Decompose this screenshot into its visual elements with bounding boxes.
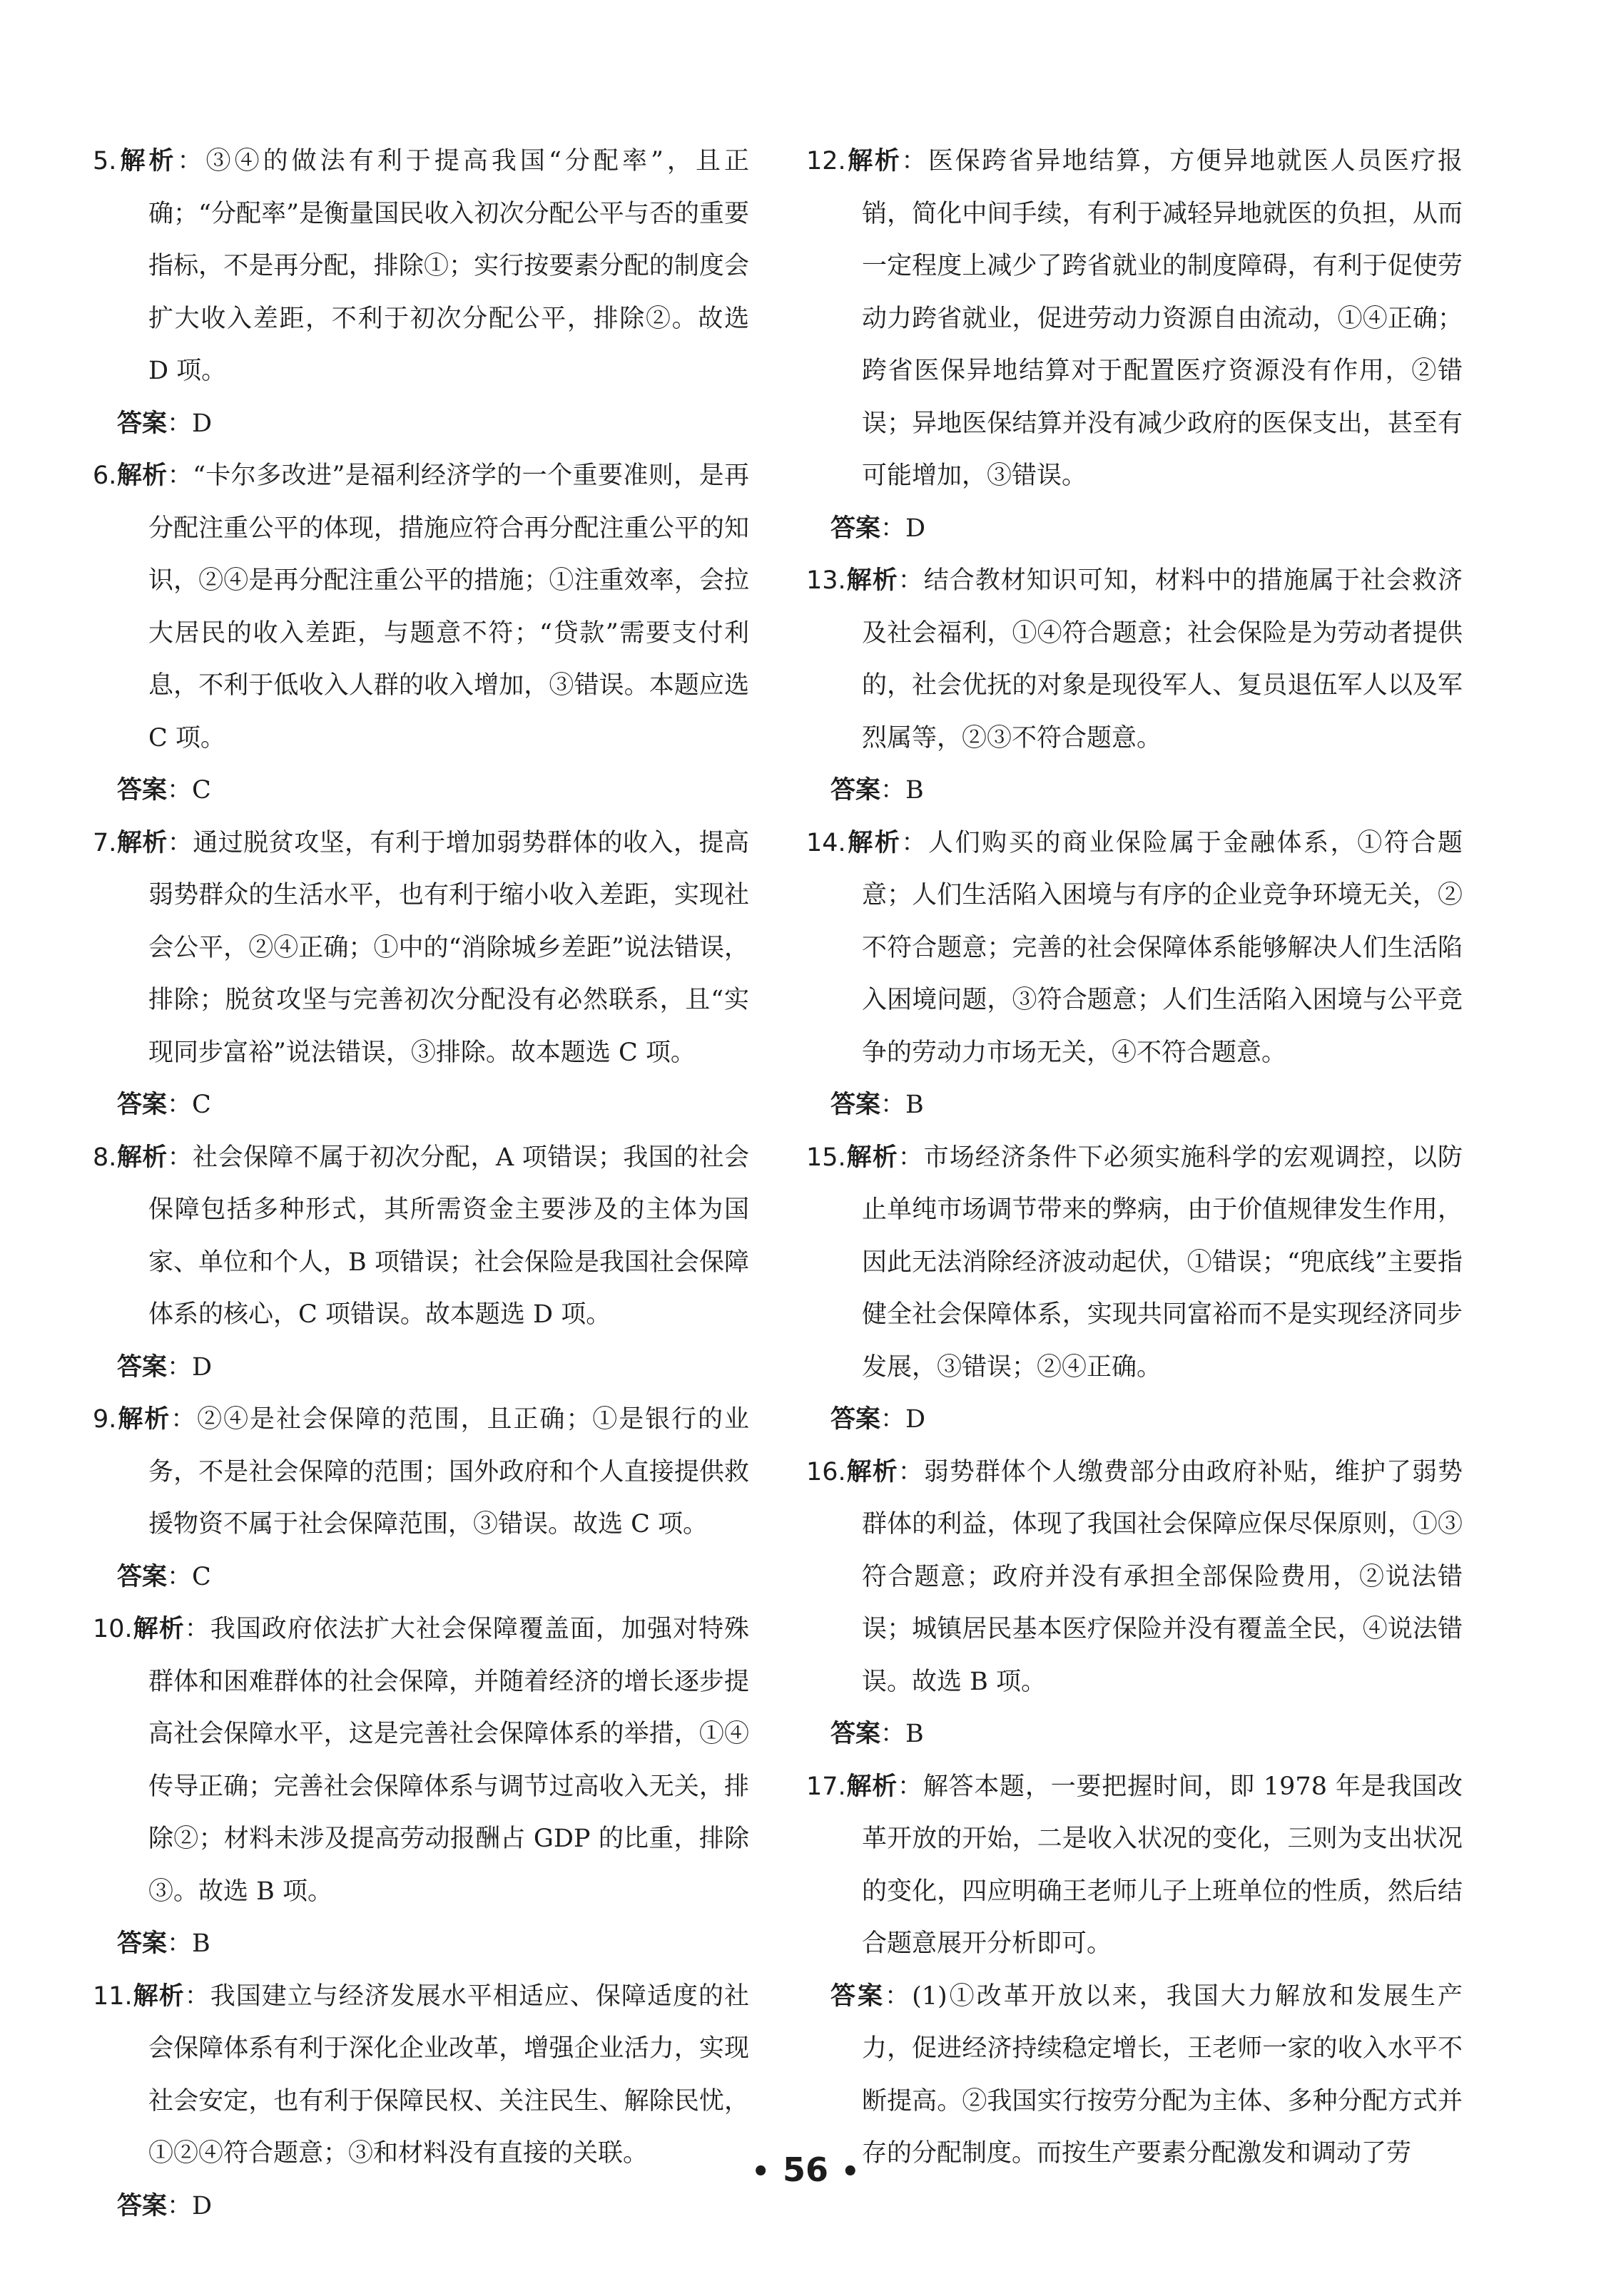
- explanation-label: 解析: [845, 147, 902, 175]
- answer-block-15: [806, 1132, 1463, 1447]
- question-number: 16.: [806, 1457, 846, 1486]
- explanation-label: 解析: [132, 1615, 185, 1643]
- answer-value: ：B: [880, 1720, 924, 1748]
- explanation-label: 解析: [132, 1981, 185, 2011]
- answer-block-9: [93, 1394, 749, 1603]
- answer-12: [806, 503, 1463, 556]
- explanation-text: ：医保跨省异地结算，方便异地就医人员医疗报销，简化中间手续，有利于减轻异地就医的负担，从而一定程度上减少了跨省就业的制度障碍，有利于促使劳动力跨省就业，促进劳动力资源自由流动，①④正确；跨省医保异地结算对于配置医疗资源没有作用，②错误；异地医保结算并没有减少政府的医保支出，甚至有可能增加，③错误。: [862, 147, 1463, 490]
- answer-value: ：D: [880, 1405, 926, 1434]
- page-number-value: 56: [782, 2150, 828, 2189]
- answer-15: [806, 1394, 1463, 1447]
- answer-block-8: [93, 1132, 749, 1394]
- answer-block-10: [93, 1603, 749, 1971]
- answer-label: 答案: [117, 1929, 168, 1958]
- answer-label: 答案: [830, 1091, 881, 1119]
- explanation-label: 解析: [845, 1457, 898, 1486]
- explanation-text: ：通过脱贫攻坚，有利于增加弱势群体的收入，提高弱势群众的生活水平，也有利于缩小收入差距，实现社会公平，②④正确；①中的“消除城乡差距”说法错误，排除；脱贫攻坚与完善初次分配没有必然联系，且“实现同步富裕”说法错误，③排除。故本题选 C 项。: [148, 828, 749, 1067]
- answer-block-14: [806, 817, 1463, 1132]
- explanation-label: 解析: [116, 828, 168, 857]
- explanation-15: [806, 1132, 1463, 1394]
- answer-9: [93, 1551, 749, 1604]
- explanation-label: 解析: [845, 828, 902, 857]
- answer-block-16: [806, 1447, 1463, 1761]
- answer-label: 答案: [830, 1981, 885, 2011]
- answer-14: [806, 1079, 1463, 1132]
- explanation-label: 解析: [116, 1405, 171, 1434]
- explanation-17: [806, 1761, 1463, 1971]
- answer-value: ：(1)①改革开放以来，我国大力解放和发展生产力，促进经济持续稳定增长，王老师一家的收入水平不断提高。②我国实行按劳分配为主体、多种分配方式并存的分配制度。而按生产要素分配激发和调动了劳: [862, 1981, 1463, 2168]
- answer-value: ：D: [167, 1352, 213, 1382]
- answer-block-17: [806, 1761, 1463, 2180]
- explanation-label: 解析: [116, 147, 178, 175]
- answer-label: 答案: [117, 1562, 168, 1591]
- page-number: [0, 2150, 1611, 2189]
- answer-8: [93, 1342, 749, 1394]
- explanation-text: ：“卡尔多改进”是福利经济学的一个重要准则，是再分配注重公平的体现，措施应符合再分配注重公平的知识，②④是再分配注重公平的措施；①注重效率，会拉大居民的收入差距，与题意不符；“贷款”需要支付利息，不利于低收入人群的收入增加，③错误。本题应选 C 项。: [148, 461, 749, 752]
- explanation-8: [93, 1132, 749, 1342]
- question-number: 15.: [806, 1143, 846, 1172]
- answer-label: 答案: [117, 2191, 168, 2220]
- answer-label: 答案: [117, 776, 168, 805]
- answer-value: ：B: [880, 776, 924, 805]
- explanation-text: ：我国政府依法扩大社会保障覆盖面，加强对特殊群体和困难群体的社会保障，并随着经济的增长逐步提高社会保障水平，这是完善社会保障体系的举措，①④传导正确；完善社会保障体系与调节过高收入无关，排除②；材料未涉及提高劳动报酬占 GDP 的比重，排除③。故选 B 项。: [148, 1615, 749, 1906]
- explanation-11: [93, 1971, 749, 2180]
- answer-value: ：C: [167, 1091, 211, 1119]
- explanation-text: ：③④的做法有利于提高我国“分配率”，且正确；“分配率”是衡量国民收入初次分配公平与否的重要指标，不是再分配，排除①；实行按要素分配的制度会扩大收入差距，不利于初次分配公平，排除②。故选 D 项。: [148, 147, 749, 385]
- explanation-label: 解析: [116, 461, 168, 490]
- question-number: 8.: [93, 1143, 117, 1172]
- explanation-12: [806, 136, 1463, 503]
- explanation-text: ：结合教材知识可知，材料中的措施属于社会救济及社会福利，①④符合题意；社会保险是为劳动者提供的，社会优抚的对象是现役军人、复员退伍军人以及军烈属等，②③不符合题意。: [862, 566, 1463, 752]
- question-number: 11.: [93, 1981, 133, 2011]
- question-number: 10.: [93, 1615, 133, 1643]
- answer-label: 答案: [117, 409, 168, 438]
- explanation-label: 解析: [116, 1143, 168, 1172]
- answer-label: 答案: [830, 1720, 881, 1748]
- answer-label: 答案: [830, 1405, 881, 1434]
- answer-label: 答案: [830, 776, 881, 805]
- answer-value: ：B: [880, 1091, 924, 1119]
- question-number: 13.: [806, 566, 846, 595]
- explanation-label: 解析: [845, 566, 898, 595]
- answer-13: [806, 765, 1463, 817]
- answer-value: ：D: [167, 409, 213, 438]
- right-column: [806, 136, 1463, 2180]
- explanation-5: [93, 136, 749, 398]
- answer-10: [93, 1918, 749, 1971]
- explanation-7: [93, 817, 749, 1080]
- explanation-16: [806, 1447, 1463, 1709]
- answer-7: [93, 1079, 749, 1132]
- explanation-9: [93, 1394, 749, 1551]
- explanation-14: [806, 817, 1463, 1080]
- answer-block-11: [93, 1971, 749, 2233]
- explanation-label: 解析: [845, 1143, 898, 1172]
- answer-label: 答案: [830, 514, 881, 543]
- answer-block-5: [93, 136, 749, 450]
- answer-17: [806, 1971, 1463, 2180]
- explanation-text: ：解答本题，一要把握时间，即 1978 年是我国改革开放的开始，二是收入状况的变化，三则为支出状况的变化，四应明确王老师儿子上班单位的性质，然后结合题意展开分析即可。: [862, 1772, 1463, 1958]
- explanation-text: ：我国建立与经济发展水平相适应、保障适度的社会保障体系有利于深化企业改革，增强企业活力，实现社会安定，也有利于保障民权、关注民生、解除民忧，①②④符合题意；③和材料没有直接的关联。: [148, 1981, 749, 2168]
- answer-value: ：B: [167, 1929, 210, 1958]
- question-number: 12.: [806, 147, 846, 175]
- answer-value: ：C: [167, 1562, 211, 1591]
- left-column: [93, 136, 749, 2233]
- answer-value: ：D: [880, 514, 926, 543]
- answer-block-7: [93, 817, 749, 1132]
- answer-block-12: [806, 136, 1463, 555]
- explanation-text: ：弱势群体个人缴费部分由政府补贴，维护了弱势群体的利益，体现了我国社会保障应保尽保原则，①③符合题意；政府并没有承担全部保险费用，②说法错误；城镇居民基本医疗保险并没有覆盖全民，④说法错误。故选 B 项。: [862, 1457, 1463, 1696]
- explanation-13: [806, 555, 1463, 765]
- explanation-6: [93, 450, 749, 765]
- explanation-10: [93, 1603, 749, 1918]
- answer-6: [93, 765, 749, 817]
- answer-label: 答案: [117, 1091, 168, 1119]
- explanation-text: ：社会保障不属于初次分配，A 项错误；我国的社会保障包括多种形式，其所需资金主要涉及的主体为国家、单位和个人，B 项错误；社会保险是我国社会保障体系的核心，C 项错误。故本题选 D 项。: [148, 1143, 749, 1329]
- question-number: 17.: [806, 1772, 846, 1801]
- explanation-text: ：市场经济条件下必须实施科学的宏观调控，以防止单纯市场调节带来的弊病，由于价值规律发生作用，因此无法消除经济波动起伏，①错误；“兜底线”主要指健全社会保障体系，实现共同富裕而不是实现经济同步发展，③错误；②④正确。: [862, 1143, 1463, 1382]
- answer-block-13: [806, 555, 1463, 817]
- question-number: 14.: [806, 828, 846, 857]
- page-number-dot-right: •: [841, 2155, 860, 2188]
- answer-5: [93, 398, 749, 451]
- question-number: 9.: [93, 1405, 117, 1434]
- explanation-label: 解析: [845, 1772, 898, 1801]
- explanation-text: ：人们购买的商业保险属于金融体系，①符合题意；人们生活陷入困境与有序的企业竞争环境无关，②不符合题意；完善的社会保障体系能够解决人们生活陷入困境问题，③符合题意；人们生活陷入困境与公平竞争的劳动力市场无关，④不符合题意。: [862, 828, 1463, 1067]
- answer-value: ：D: [167, 2191, 213, 2220]
- explanation-text: ：②④是社会保障的范围，且正确；①是银行的业务，不是社会保障的范围；国外政府和个人直接提供救援物资不属于社会保障范围，③错误。故选 C 项。: [148, 1405, 749, 1539]
- answer-label: 答案: [117, 1352, 168, 1382]
- answer-block-6: [93, 450, 749, 817]
- question-number: 5.: [93, 147, 117, 175]
- question-number: 7.: [93, 828, 117, 857]
- answer-16: [806, 1708, 1463, 1761]
- question-number: 6.: [93, 461, 117, 490]
- answer-value: ：C: [167, 776, 211, 805]
- page-number-dot-left: •: [751, 2155, 770, 2188]
